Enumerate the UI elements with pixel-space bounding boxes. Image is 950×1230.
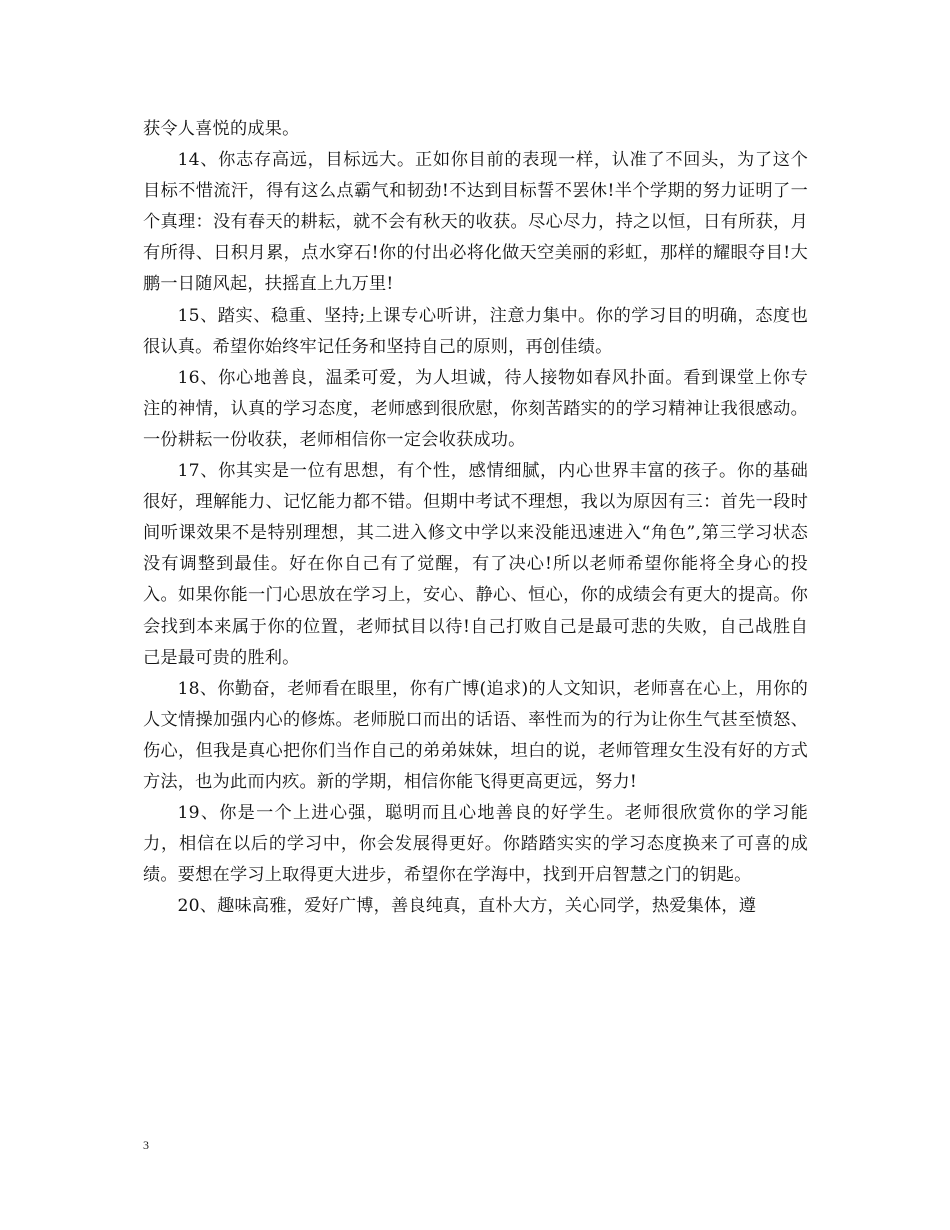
paragraph-comment-20: 20、趣味高雅，爱好广博，善良纯真，直朴大方，关心同学，热爱集体，遵 — [177, 896, 757, 917]
page-number: 3 — [143, 1138, 149, 1152]
document-body — [143, 114, 808, 922]
paragraph-comment-16: 16、你心地善良，温柔可爱，为人坦诚，待人接物如春风扑面。看到课堂上你专注的神情，认真的学习态度，老师感到很欣慰，你刻苦踏实的的学习精神让我很感动。一份耕耘一份收获，老师相信你一定会收获成功。 — [143, 367, 808, 450]
paragraph-comment-15: 15、踏实、稳重、坚持;上课专心听讲，注意力集中。你的学习目的明确，态度也很认真。希望你始终牢记任务和坚持自己的原则，再创佳绩。 — [143, 305, 808, 357]
paragraph-comment-17: 17、你其实是一位有思想，有个性，感情细腻，内心世界丰富的孩子。你的基础很好，理解能力、记忆能力都不错。但期中考试不理想，我以为原因有三：首先一段时间听课效果不是特别理想，其二进入修文中学以来没能迅速进入“角色”,第三学习状态没有调整到最佳。好在你自己有了觉醒，有了决心!所以老师希望你能将全身心的投入。如果你能一门心思放在学习上，安心、静心、恒心，你的成绩会有更大的提高。你会找到本来属于你的位置，老师拭目以待!自己打败自己是最可悲的失败，自己战胜自己是最可贵的胜利。 — [143, 461, 808, 668]
paragraph-comment-14: 14、你志存高远，目标远大。正如你目前的表现一样，认准了不回头，为了这个目标不惜流汗，得有这么点霸气和韧劲!不达到目标誓不罢休!半个学期的努力证明了一个真理：没有春天的耕耘，就不会有秋天的收获。尽心尽力，持之以恒，日有所获，月有所得、日积月累，点水穿石!你的付出必将化做天空美丽的彩虹，那样的耀眼夺目!大鹏一日随风起，扶摇直上九万里! — [143, 150, 808, 295]
paragraph-comment-18: 18、你勤奋，老师看在眼里，你有广博(追求)的人文知识，老师喜在心上，用你的人文情操加强内心的修炼。老师脱口而出的话语、率性而为的行为让你生气甚至愤怒、伤心，但我是真心把你们当作自己的弟弟妹妹，坦白的说，老师管理女生没有好的方式方法，也为此而内疚。新的学期，相信你能飞得更高更远，努力! — [143, 678, 808, 792]
paragraph-comment-19: 19、你是一个上进心强，聪明而且心地善良的好学生。老师很欣赏你的学习能力，相信在以后的学习中，你会发展得更好。你踏踏实实的学习态度换来了可喜的成绩。要想在学习上取得更大进步，希望你在学海中，找到开启智慧之门的钥匙。 — [143, 803, 808, 886]
paragraph-continuation: 获令人喜悦的成果。 — [143, 119, 300, 139]
